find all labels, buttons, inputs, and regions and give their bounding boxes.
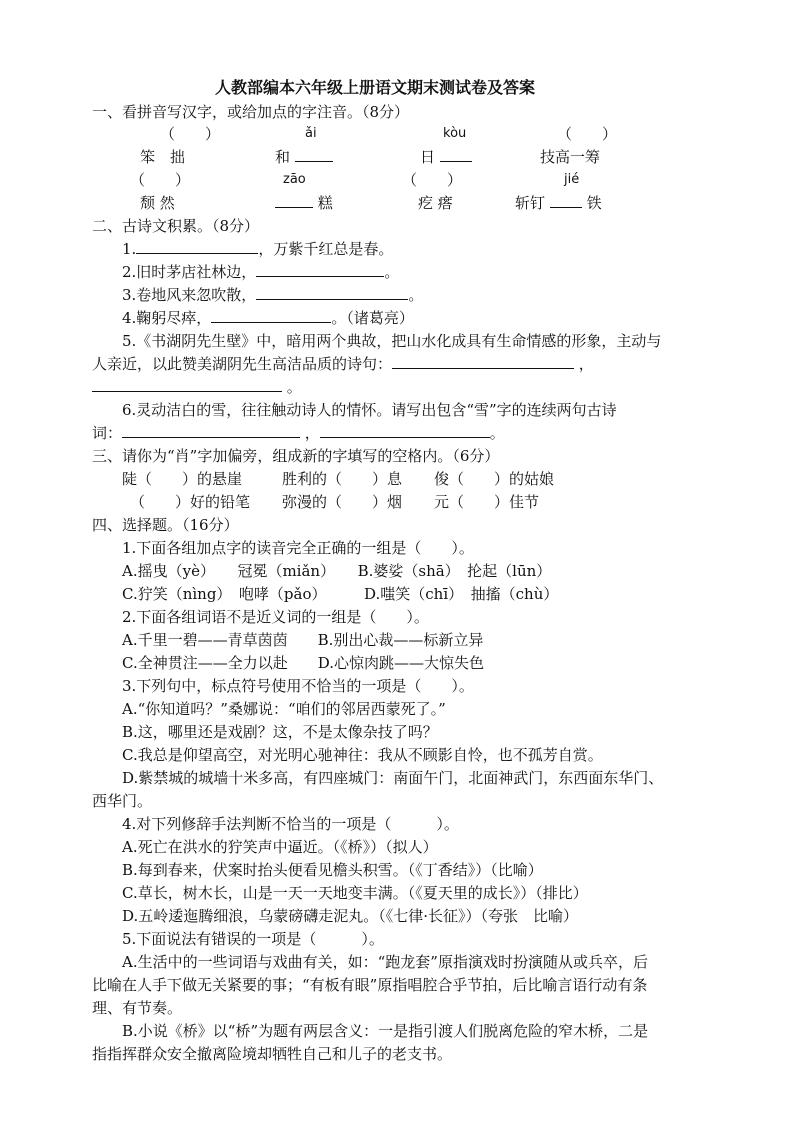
s2-q3-wrap: 3.卷地风来忽吹散， 。 — [122, 286, 424, 304]
s4-q3: 3.下列句中，标点符号使用不恰当的一项是（ ）。 — [122, 677, 474, 695]
answer-blank[interactable] — [256, 262, 384, 277]
section-4-heading: 四、选择题。（16分） — [92, 516, 239, 534]
answer-blank[interactable] — [550, 193, 582, 208]
s1-r4-b: 糕 — [317, 194, 333, 212]
s1-r2-c-wrap — [420, 147, 472, 167]
s4-q4a: A.死亡在洪水的狞笑声中逼近。（《桥》）（拟人） — [122, 838, 438, 856]
s1-r3-b: zāo — [283, 172, 306, 187]
s4-q3b: B.这，哪里还是戏剧？这，不是太像杂技了吗？ — [122, 723, 438, 741]
s2-q5b: 人亲近，以此赞美湖阴先生高洁品质的诗句： — [92, 355, 393, 373]
s4-q4b: B.每到春来，伏案时抬头便看见檐头积雪。（《丁香结》）（比喻） — [122, 861, 543, 879]
s2-q5b-wrap: 人亲近，以此赞美湖阴先生高洁品质的诗句： ， — [92, 355, 594, 373]
s1-r1-c: kòu — [443, 126, 467, 141]
s2-q1-wrap: 1. ，万紫千红总是春。 — [122, 240, 394, 258]
s1-r4-b-wrap — [275, 193, 333, 213]
s4-q5: 5.下面说法有错误的一项是（ ）。 — [122, 930, 384, 948]
s3-r2-0: （ ）好的铅笔 — [130, 493, 251, 511]
s1-r4-d2: 铁 — [586, 194, 602, 212]
answer-blank[interactable] — [440, 147, 472, 162]
s4-q5b2: 指指挥群众安全撤离险境却牺牲自己和儿子的老支书。 — [92, 1045, 453, 1063]
s2-q1: ，万紫千红总是春。 — [258, 240, 394, 258]
answer-blank[interactable] — [295, 147, 333, 162]
s2-q2-wrap: 2.旧时茅店社林边， 。 — [122, 263, 400, 281]
s4-q5b: B.小说《桥》以“桥”为题有两层含义：一是指引渡人们脱离危险的窄木桥，二是 — [122, 1022, 649, 1040]
s4-q1c: C.狞笑（nìng） 咆哮（pǎo） D.嗤笑（chī） 抽搐（chù） — [122, 585, 559, 603]
s4-q4d: D.五岭逶迤腾细浪，乌蒙磅礴走泥丸。（《七律·长征》）（夸张 比喻） — [122, 907, 579, 925]
s2-q5c-wrap: 。 — [92, 377, 302, 397]
s1-r2-a: 笨 拙 — [140, 148, 186, 166]
answer-blank[interactable] — [320, 423, 490, 438]
s3-r1-0: 陡（ ）的悬崖 — [122, 470, 243, 488]
answer-blank[interactable] — [211, 308, 331, 323]
s4-q5a2: 比喻在人手下做无关紧要的事；“有板有眼”原指唱腔合乎节拍，后比喻言语行动有条 — [92, 976, 648, 994]
s1-r4-a: 颓 然 — [140, 194, 175, 212]
s2-q4b: 。（诸葛亮） — [331, 309, 414, 327]
page-title: 人教部编本六年级上册语文期末测试卷及答案 — [215, 78, 536, 97]
answer-blank[interactable] — [392, 354, 574, 369]
s2-q6: 6.灵动洁白的雪，往往触动诗人的情怀。请写出包含“雪”字的连续两句古诗 — [122, 401, 617, 419]
s2-q4a: 4.鞠躬尽瘁， — [122, 309, 212, 327]
s4-q4: 4.对下列修辞手法判断不恰当的一项是（ ）。 — [122, 815, 459, 833]
s4-q5a: A.生活中的一些词语与戏曲有关，如：“跑龙套”原指演戏时扮演随从或兵卒，后 — [122, 953, 648, 971]
s3-r2-1: 弥漫的（ ）烟 — [282, 493, 403, 511]
answer-blank[interactable] — [122, 423, 300, 438]
s2-q4-wrap — [122, 308, 414, 328]
s1-r3-a: （ ） — [130, 171, 191, 189]
s4-q5a3: 理、有节奏。 — [92, 999, 183, 1017]
answer-blank[interactable] — [256, 285, 408, 300]
s3-r1-1: 胜利的（ ）息 — [282, 470, 403, 488]
s2-q6b: 词： — [92, 424, 123, 442]
s1-r3-c: （ ） — [402, 171, 463, 189]
s1-r2-d: 技高一筹 — [540, 148, 601, 166]
s4-q1: 1.下面各组加点字的读音完全正确的一组是（ ）。 — [122, 539, 474, 557]
s4-q1a: A.摇曳（yè） 冠冕（miǎn） B.婆娑（shā） 抡起（lūn） — [122, 562, 552, 580]
s3-r2-2: 元（ ）佳节 — [434, 493, 540, 511]
section-1-heading: 一、看拼音写汉字，或给加点的字注音。（8分） — [92, 103, 410, 121]
s4-q2a: A.千里一碧——青草茵茵 B.别出心裁——标新立异 — [122, 631, 484, 649]
s2-q5: 5.《书湖阴先生壁》中，暗用两个典故，把山水化成具有生命情感的形象，主动与 — [122, 332, 662, 350]
section-2-heading: 二、古诗文积累。（8分） — [92, 217, 260, 235]
s2-q2: 2.旧时茅店社林边， — [122, 263, 257, 281]
s1-r2-b-wrap — [275, 147, 333, 167]
s1-r4-d1: 斩钉 — [515, 194, 546, 212]
s1-r2-c: 日 — [420, 148, 436, 166]
answer-blank[interactable] — [92, 377, 282, 392]
s4-q3d: D.紫禁城的城墙十米多高，有四座城门：南面午门，北面神武门，东西面东华门、 — [122, 769, 664, 787]
s1-r3-d: jié — [564, 172, 580, 187]
s4-q3c: C.我总是仰望高空，对光明心驰神往：我从不顾影自怜，也不孤芳自赏。 — [122, 746, 603, 764]
s1-r4-c: 疙 瘩 — [418, 194, 453, 212]
answer-blank[interactable] — [136, 239, 258, 254]
s1-r1-d: （ ） — [557, 125, 618, 143]
s4-q2c: C.全神贯注——全力以赴 D.心惊肉跳——大惊失色 — [122, 654, 484, 672]
s1-r1-b: ǎi — [305, 126, 317, 141]
answer-blank[interactable] — [275, 193, 313, 208]
s4-q4c: C.草长，树木长，山是一天一天地变丰满。（《夏天里的成长》）（排比） — [122, 884, 588, 902]
s1-r2-b: 和 — [275, 148, 291, 166]
s4-q3d2: 西华门。 — [92, 792, 153, 810]
s2-q3: 3.卷地风来忽吹散， — [122, 286, 257, 304]
section-3-heading: 三、请你为“肖”字加偏旁，组成新的字填写的空格内。（6分） — [92, 447, 500, 465]
s1-r4-d-wrap — [515, 193, 602, 213]
s2-q6b-wrap: 词： ， 。 — [92, 424, 505, 442]
s4-q2: 2.下面各组词语不是近义词的一组是（ ）。 — [122, 608, 429, 626]
s3-r1-2: 俊（ ）的姑娘 — [434, 470, 555, 488]
s1-r1-a: （ ） — [160, 125, 221, 143]
s4-q3a: A.“你知道吗？”桑娜说：“咱们的邻居西蒙死了。” — [122, 700, 446, 718]
